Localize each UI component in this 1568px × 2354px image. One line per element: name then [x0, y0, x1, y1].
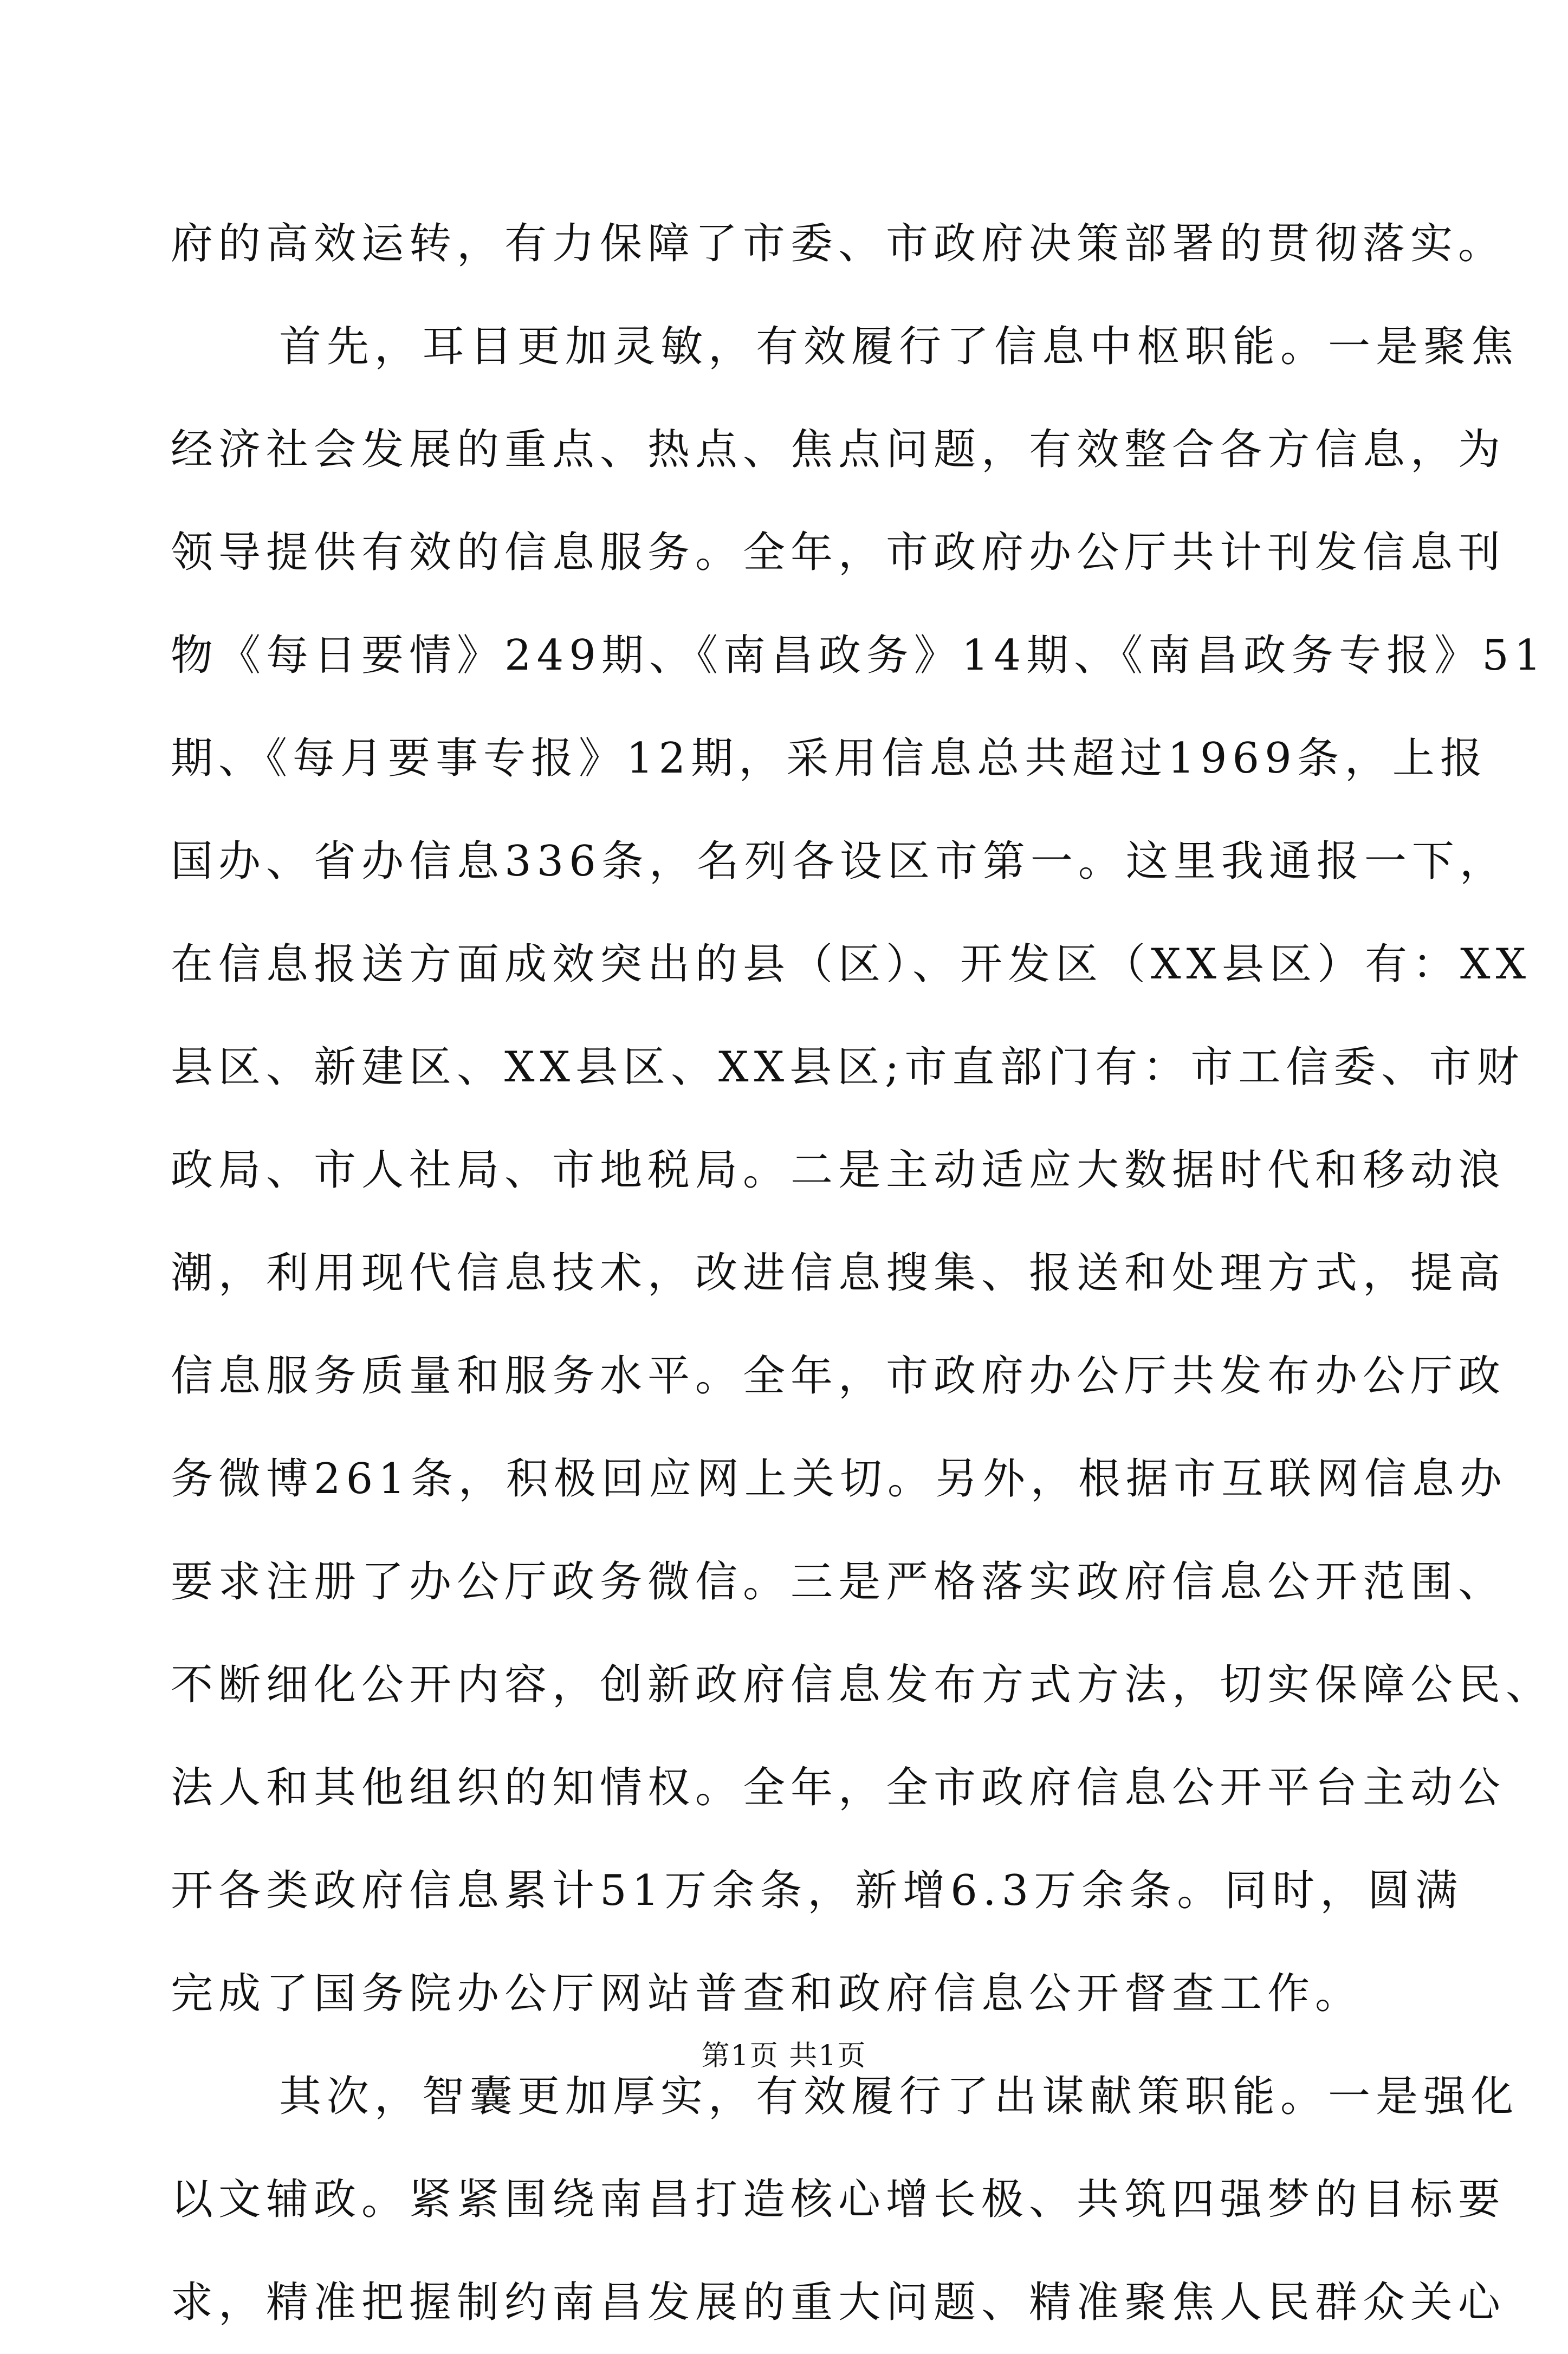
paragraph-first-line: 其次，智囊更加厚实，有效履行了出谋献策职能。一是强化	[279, 2072, 1519, 2121]
body-line: 信息服务质量和服务水平。全年，市政府办公厅共发布办公厅政	[171, 1352, 1506, 1400]
body-line: 务微博261条，积极回应网上关切。另外，根据市互联网信息办	[171, 1455, 1507, 1503]
body-line: 潮，利用现代信息技术，改进信息搜集、报送和处理方式，提高	[171, 1249, 1506, 1298]
body-line: 国办、省办信息336条，名列各设区市第一。这里我通报一下，	[171, 837, 1507, 886]
body-line: 不断细化公开内容，创新政府信息发布方式方法，切实保障公民、	[171, 1661, 1554, 1709]
page-footer: 第1页 共1页	[701, 2040, 867, 2072]
body-line: 求，精准把握制约南昌发展的重大问题、精准聚焦人民群众关心	[171, 2278, 1506, 2327]
body-line: 法人和其他组织的知情权。全年，全市政府信息公开平台主动公	[171, 1763, 1506, 1812]
document-body	[171, 192, 1554, 2354]
body-line: 经济社会发展的重点、热点、焦点问题，有效整合各方信息，为	[171, 425, 1506, 474]
body-line: 要求注册了办公厅政务微信。三是严格落实政府信息公开范围、	[171, 1558, 1506, 1606]
paragraph-first-line: 首先，耳目更加灵敏，有效履行了信息中枢职能。一是聚焦	[279, 322, 1519, 371]
body-line: 开各类政府信息累计51万余条，新增6.3万余条。同时，圆满	[171, 1866, 1463, 1915]
body-line: 领导提供有效的信息服务。全年，市政府办公厅共计刊发信息刊	[171, 528, 1506, 577]
body-line: 期、《每月要事专报》12期，采用信息总共超过1969条，上报	[171, 734, 1488, 783]
body-line: 以文辅政。紧紧围绕南昌打造核心增长极、共筑四强梦的目标要	[171, 2175, 1506, 2224]
body-line: 完成了国务院办公厅网站普查和政府信息公开督查工作。	[171, 1969, 1363, 2018]
body-line: 在信息报送方面成效突出的县（区）、开发区（XX县区）有：XX	[171, 940, 1532, 989]
body-line: 府的高效运转，有力保障了市委、市政府决策部署的贯彻落实。	[171, 219, 1506, 268]
body-line: 政局、市人社局、市地税局。二是主动适应大数据时代和移动浪	[171, 1146, 1506, 1195]
body-line: 县区、新建区、XX县区、XX县区;市直部门有：市工信委、市财	[171, 1043, 1525, 1092]
body-line: 物《每日要情》249期、《南昌政务》14期、《南昌政务专报》51	[171, 631, 1547, 680]
